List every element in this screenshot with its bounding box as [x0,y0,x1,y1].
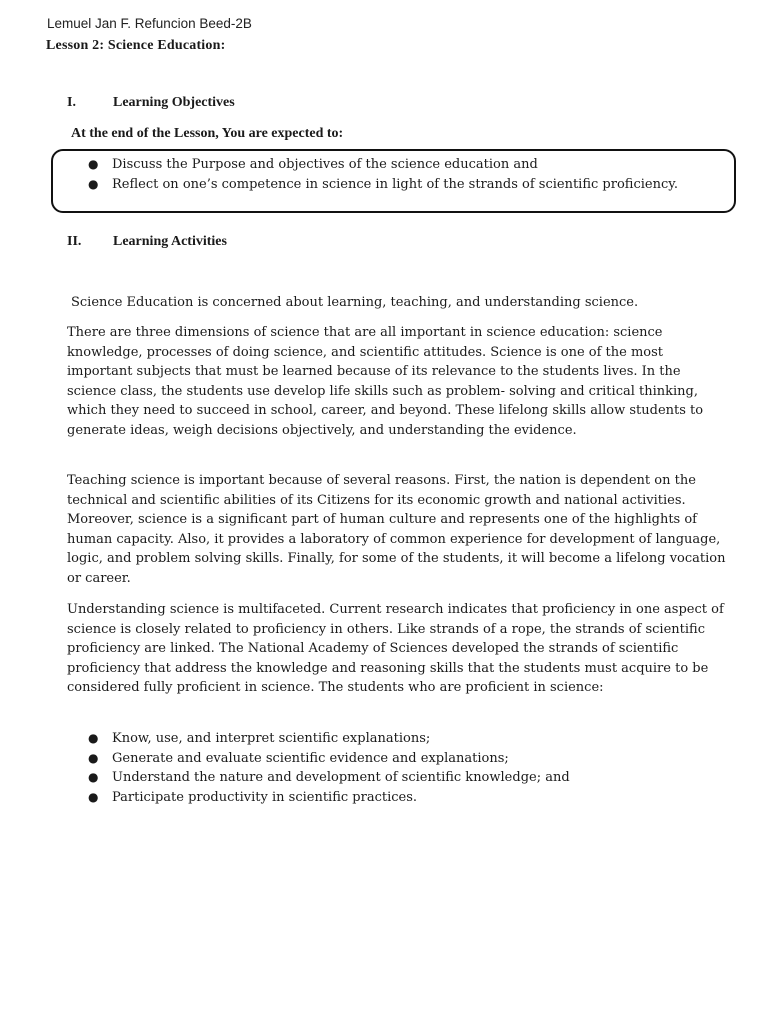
list-item-text: Understand the nature and development of scientific knowledge; and [112,770,570,786]
bullet-icon: ● [88,176,99,191]
objectives-heading [67,95,235,111]
section-number: II. [67,234,82,249]
proficiency-list [88,729,570,807]
lesson-title: Lesson 2: Science Education: [46,38,226,53]
list-item [88,729,570,749]
body-paragraph: There are three dimensions of science that are all important in science education: science knowledge, processes of doing science, and scientific attitudes. Science is one of the most important subjects that must be learned because of its relevance to the students lives. In the science class, the students use develop life skills such as problem- solving and critical thinking, which they need to succeed in school, career, and beyond. These lifelong skills allow students to generate ideas, weigh decisions objectively, and understanding the evidence. [67,325,704,438]
section-title: Learning Objectives [113,95,235,110]
bullet-icon: ● [88,770,99,785]
list-item [88,175,678,195]
bullet-icon: ● [88,789,99,804]
section-title: Learning Activities [113,234,227,249]
list-item [88,768,570,788]
list-item-text: Discuss the Purpose and objectives of the science education and [112,157,538,172]
author-line: Lemuel Jan F. Refuncion Beed-2B [47,16,252,31]
body-paragraph: Teaching science is important because of several reasons. First, the nation is dependent on the technical and scientific abilities of its Citizens for its economic growth and national activities. Moreover, science is a significant part of human culture and represents one of the highlights of human capacity. Also, it provides a laboratory of common experience for development of language, logic, and problem solving skills. Finally, for some of the students, it will become a lifelong vocation or career. [67,473,726,586]
bullet-icon: ● [88,731,99,745]
list-item-text: Participate productivity in scientific practices. [112,789,418,805]
list-item-text: Generate and evaluate scientific evidence and explanations; [112,750,509,766]
objectives-list [88,155,678,194]
activities-heading [67,234,227,250]
list-item [88,749,570,769]
section-number: I. [67,95,76,110]
list-item-text: Know, use, and interpret scientific explanations; [112,731,431,746]
list-item [88,155,678,175]
bullet-icon: ● [88,750,99,765]
body-paragraph: Understanding science is multifaceted. Current research indicates that proficiency in one aspect of science is closely related to proficiency in others. Like strands of a rope, the strands of scientific proficiency are linked. The National Academy of Sciences developed the strands of scientific proficiency that address the knowledge and reasoning skills that the students must acquire to be considered fully proficient in science. The students who are proficient in science: [67,602,724,696]
list-item [88,788,570,808]
bullet-icon: ● [88,157,99,171]
expectation-text: At the end of the Lesson, You are expected to: [71,126,344,141]
list-item-text: Reflect on one’s competence in science in light of the strands of scientific proficiency. [112,176,678,192]
intro-paragraph: Science Education is concerned about learning, teaching, and understanding science. [71,295,639,310]
